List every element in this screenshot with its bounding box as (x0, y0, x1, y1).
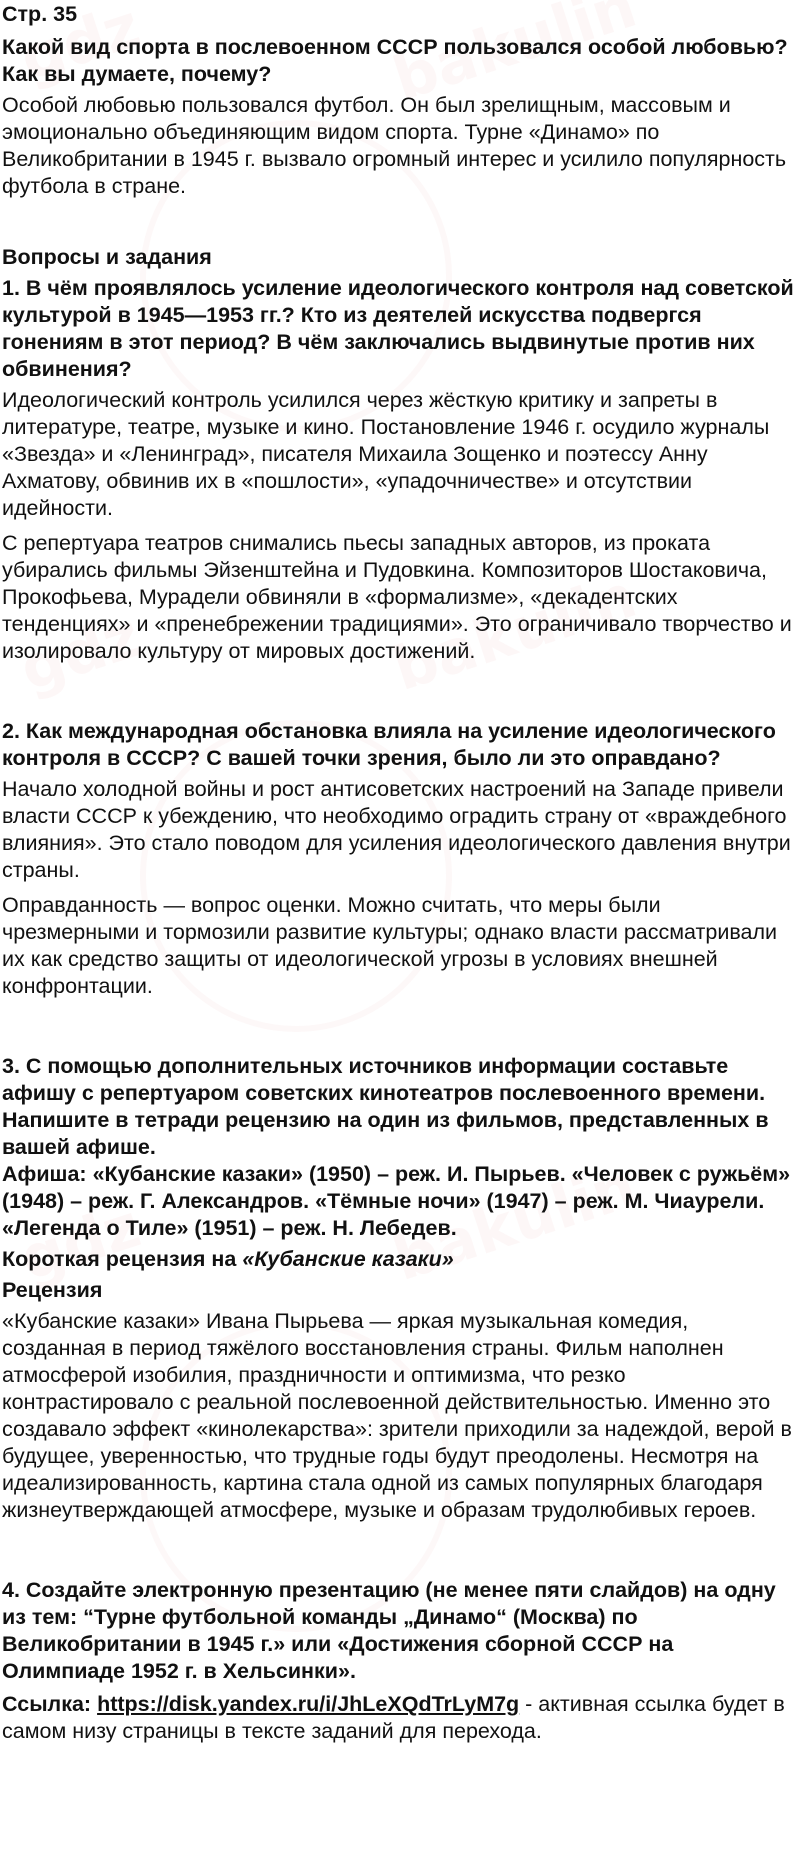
q3-poster: Афиша: «Кубанские казаки» (1950) – реж. И. Пырьев. «Человек с ружьём» (1948) – реж. Г. Александров. «Тёмные ночи» (1947) – реж. М. Чиаурели. «Легенда о Тиле» (1951) – реж. Н. Лебедев. (2, 1162, 791, 1240)
page-number: Стр. 35 (2, 2, 78, 26)
section-title: Вопросы и задания (2, 245, 212, 269)
short-review-prefix: Короткая рецензия на (2, 1247, 243, 1271)
q3-question: 3. С помощью дополнительных источников информации составьте афишу с репертуаром советских кинотеатров послевоенного времени. Напишите в тетради рецензию на один из фильмов, представленных в вашей афише. (2, 1054, 769, 1159)
q3-review-heading: Рецензия (2, 1278, 103, 1302)
yandex-disk-link[interactable]: https://disk.yandex.ru/i/JhLeXQdTrLyM7g (97, 1692, 520, 1716)
q1-answer-paragraph-2: С репертуара театров снимались пьесы западных авторов, из проката убирались фильмы Эйзенштейна и Пудовкина. Композиторов Шостаковича, Прокофьева, Мурадели обвиняли в «формализме», «декадентских тенденциях» и «пренебрежении традициями». Это ограничивало творчество и изолировало культуру от мировых достижений. (2, 531, 792, 663)
q4-link-line (2, 1691, 798, 1745)
spacer (2, 208, 798, 244)
q3-short-review-title (2, 1246, 798, 1273)
q1-answer-paragraph-1: Идеологический контроль усилился через жёсткую критику и запреты в литературе, театре, музыке и кино. Постановление 1946 г. осудило журналы «Звезда» и «Ленинград», писателя Михаила Зощенко и поэтессу Анну Ахматову, обвинив их в «пошлости», «упадочничестве» и отсутствии идейности. (2, 388, 770, 520)
spacer (2, 673, 798, 709)
q3-review-text: «Кубанские казаки» Ивана Пырьева — яркая музыкальная комедия, созданная в период тяжёлого восстановления страны. Фильм наполнен атмосферой изобилия, праздничности и оптимизма, что резко контрастировало с реальной послевоенной действительностью. Именно это создавало эффект «кинолекарства»: зрители приходили за надеждой, верой в будущее, уверенностью, что трудные годы будут преодолены. Несмотря на идеализированность, картина стала одной из самых популярных благодаря жизнеутверждающей атмосфере, музыке и образам трудолюбивых героев. (2, 1309, 792, 1522)
short-review-film: «Кубанские казаки» (242, 1247, 454, 1271)
intro-question: Какой вид спорта в послевоенном СССР пользовался особой любовью? Как вы думаете, почему? (2, 35, 788, 86)
intro-answer: Особой любовью пользовался футбол. Он был зрелищным, массовым и эмоционально объединяющим видом спорта. Турне «Динамо» по Великобритании в 1945 г. вызвало огромный интерес и усилило популярность футбола в стране. (2, 93, 787, 198)
q2-answer-paragraph-2: Оправданность — вопрос оценки. Можно считать, что меры были чрезмерными и тормозили развитие культуры; однако власти рассматривали их как средство защиты от идеологической угрозы в условиях внешней конфронтации. (2, 893, 778, 998)
link-label: Ссылка: (2, 1692, 98, 1716)
q4-question: 4. Создайте электронную презентацию (не менее пяти слайдов) на одну из тем: “Турне футбольной команды „Динамо“ (Москва) по Великобритании в 1945 г.» или «Достижения сборной СССР на Олимпиаде 1952 г. в Хельсинки». (2, 1578, 776, 1683)
link-note: - активная ссылка будет в самом низу страницы в тексте заданий для перехода. (2, 1692, 785, 1743)
spacer (2, 1008, 798, 1044)
q2-question: 2. Как международная обстановка влияла на усиление идеологического контроля в СССР? С вашей точки зрения, было ли это оправдано? (2, 719, 776, 770)
q2-answer-paragraph-1: Начало холодной войны и рост антисоветских настроений на Западе привели власти СССР к убеждению, что необходимо оградить страну от «враждебного влияния». Это стало поводом для усиления идеологического давления внутри страны. (2, 777, 791, 882)
q1-question: 1. В чём проявлялось усиление идеологического контроля над советской культурой в 1945—1953 гг.? Кто из деятелей искусства подвергся гонениям в этот период? В чём заключались выдвинутые против них обвинения? (2, 276, 794, 381)
spacer (2, 1532, 798, 1568)
